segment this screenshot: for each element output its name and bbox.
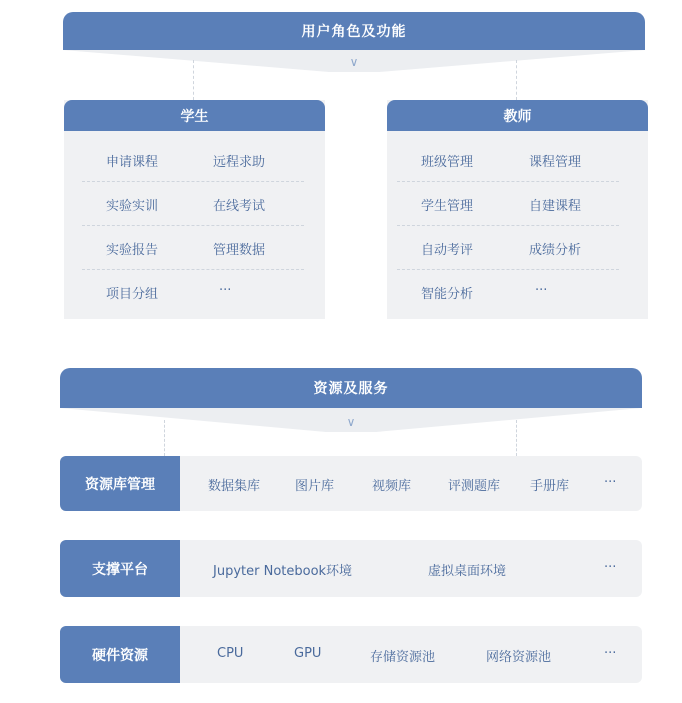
service-item: ··· [604, 646, 617, 661]
role-card-student [64, 100, 325, 319]
service-row-label [60, 540, 180, 597]
service-item: 图片库 [295, 479, 335, 494]
role-name: 教师 [503, 108, 532, 125]
row-label-text: 支撑平台 [92, 561, 148, 578]
service-row-body [180, 540, 642, 597]
role-item: 管理数据 [213, 243, 266, 258]
service-row-label [60, 456, 180, 511]
service-item: 存储资源池 [370, 650, 436, 665]
role-item: 在线考试 [213, 199, 266, 214]
role-item: 远程求助 [213, 155, 266, 170]
row-divider [82, 225, 304, 226]
service-item: 评测题库 [448, 479, 501, 494]
role-item: 实验实训 [106, 199, 159, 214]
services-banner-title: 资源及服务 [313, 381, 389, 397]
service-item: ··· [604, 560, 617, 575]
services-banner [60, 368, 642, 408]
service-item: CPU [217, 646, 244, 661]
service-item: 网络资源池 [486, 650, 552, 665]
connector-right [516, 60, 517, 100]
role-name: 学生 [180, 108, 209, 125]
row-label-text: 硬件资源 [92, 647, 148, 664]
row-divider [397, 181, 619, 182]
service-item: ··· [604, 475, 617, 490]
role-item: 学生管理 [421, 199, 474, 214]
service-item: 视频库 [372, 479, 412, 494]
row-divider [397, 269, 619, 270]
row-divider [397, 225, 619, 226]
roles-banner [63, 12, 645, 50]
service-item: 手册库 [530, 479, 570, 494]
role-item: 申请课程 [106, 155, 159, 170]
role-item: 智能分析 [421, 287, 474, 302]
role-item: 自建课程 [529, 199, 582, 214]
role-item: 班级管理 [421, 155, 474, 170]
row-divider [82, 269, 304, 270]
service-row-label [60, 626, 180, 683]
row-divider [82, 181, 304, 182]
role-card-title [64, 100, 325, 131]
connector-right [516, 420, 517, 456]
service-row-body [180, 456, 642, 511]
role-item: 项目分组 [106, 287, 159, 302]
service-row-body [180, 626, 642, 683]
service-item: Jupyter Notebook环境 [213, 564, 353, 579]
role-item: 成绩分析 [529, 243, 582, 258]
role-item: 课程管理 [529, 155, 582, 170]
role-card-title [387, 100, 648, 131]
role-card-teacher [387, 100, 648, 319]
connector-left [193, 60, 194, 100]
role-item: ··· [535, 283, 548, 298]
roles-banner-title: 用户角色及功能 [301, 24, 407, 40]
role-item: 实验报告 [106, 243, 159, 258]
role-item: 自动考评 [421, 243, 474, 258]
role-item: ··· [219, 283, 232, 298]
chevron-down-icon: ∨ [349, 55, 359, 69]
connector-left [164, 420, 165, 456]
service-item: 数据集库 [208, 479, 261, 494]
service-item: 虚拟桌面环境 [428, 564, 507, 579]
row-label-text: 资源库管理 [85, 476, 155, 493]
chevron-down-icon: ∨ [346, 415, 356, 429]
service-item: GPU [294, 646, 322, 661]
